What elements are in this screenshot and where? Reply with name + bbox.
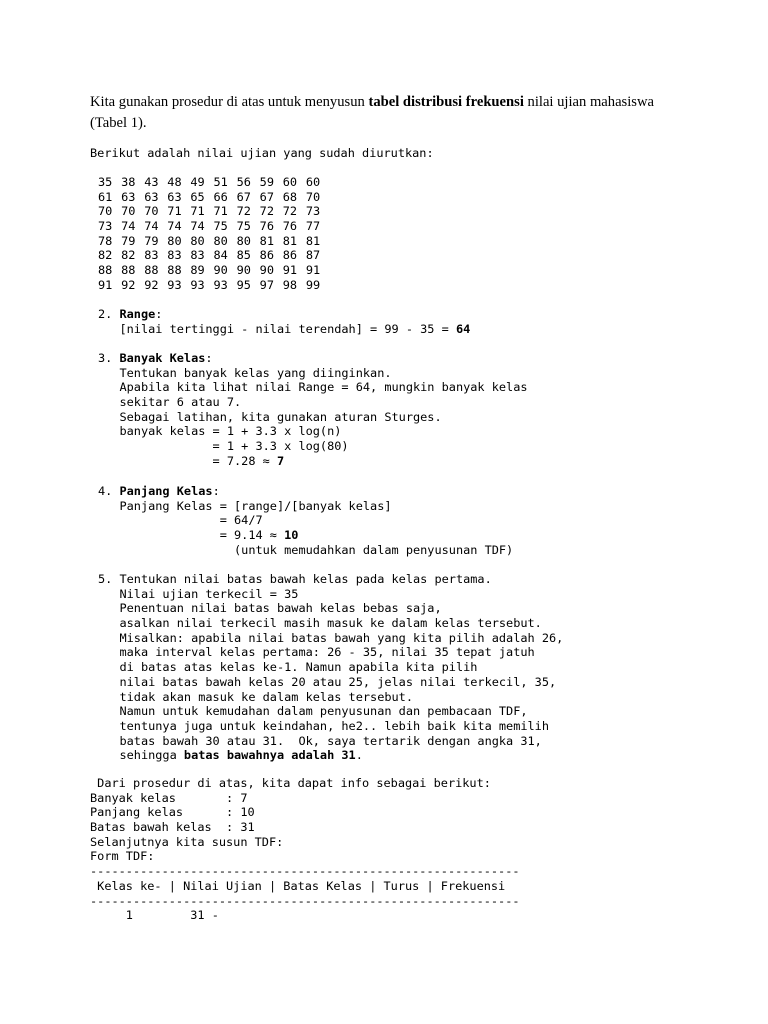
score-cell: 68	[282, 189, 298, 204]
score-cell: 90	[213, 263, 228, 278]
score-row	[98, 248, 329, 263]
panjang-kelas-result: 10	[284, 528, 299, 543]
banyak-kelas-title: Banyak Kelas	[119, 351, 206, 365]
score-cell: 80	[167, 233, 182, 248]
score-cell: 81	[305, 233, 321, 248]
score-cell: 79	[144, 233, 159, 248]
score-grid	[98, 175, 329, 293]
score-cell: 73	[305, 204, 321, 219]
score-cell: 90	[259, 263, 274, 278]
score-cell: 72	[282, 204, 298, 219]
range-formula: [nilai tertinggi - nilai terendah] = 99 - 35 =	[98, 321, 456, 336]
score-cell: 88	[144, 263, 159, 278]
summary-block: Dari prosedur di atas, kita dapat info sebagai berikut: Banyak kelas : 7 Panjang kelas : 10 Batas bawah kelas : 31 Selanjutnya kita susun TDF: Form TDF: ------------------------------------------------------------ Kelas ke- | Nilai Ujian | Batas Kelas | Turus | Frekuensi ------------------------------------------------------------ 1 31 -	[90, 776, 520, 923]
score-cell: 43	[144, 175, 159, 189]
score-cell: 63	[144, 189, 159, 204]
score-row	[98, 175, 329, 190]
intro-bold-term: tabel distribusi frekuensi	[368, 94, 524, 110]
score-cell: 76	[282, 219, 298, 234]
intro-text-end: nilai ujian mahasiswa (Tabel 1).	[90, 94, 654, 131]
score-cell: 70	[121, 204, 136, 219]
section-range: 2. Range: [nilai tertinggi - nilai terendah] = 99 - 35 = 64	[98, 307, 471, 336]
tdf-table-header: Kelas ke- | Nilai Ujian | Batas Kelas | Turus | Frekuensi	[90, 878, 506, 893]
score-cell: 63	[167, 189, 182, 204]
score-cell: 88	[167, 263, 182, 278]
score-cell: 72	[259, 204, 274, 219]
score-row	[98, 278, 329, 293]
section-batas-bawah: 5. Tentukan nilai batas bawah kelas pada kelas pertama. Nilai ujian terkecil = 35 Penentuan nilai batas bawah kelas bebas saja, asalkan nilai terkecil masih masuk ke dalam kelas tersebut. Misalkan: apabila nilai batas bawah yang kita pilih adalah 26, maka interval kelas pertama: 26 - 35, nilai 35 tepat jatuh di batas atas kelas ke-1. Namun apabila kita pilih nilai batas bawah kelas 20 atau 25, jelas nilai terkecil, 35, tidak akan masuk ke dalam kelas tersebut. Namun untuk kemudahan dalam penyusunan dan pembacaan TDF, tentunya juga untuk keindahan, he2.. lebih baik kita memilih batas bawah 30 atau 31. Ok, saya tertarik dengan angka 31, sehingga batas bawahnya adalah 31.	[98, 572, 564, 763]
score-cell: 65	[190, 189, 205, 204]
score-cell: 88	[98, 263, 113, 278]
score-cell: 80	[236, 233, 251, 248]
score-cell: 99	[305, 277, 321, 292]
score-cell: 97	[259, 277, 274, 292]
score-cell: 91	[98, 277, 113, 292]
score-cell: 77	[305, 219, 321, 234]
score-cell: 93	[190, 277, 205, 292]
score-cell: 76	[259, 219, 274, 234]
score-cell: 80	[190, 233, 205, 248]
summary-panjang-kelas: Panjang kelas : 10	[90, 805, 255, 820]
score-cell: 75	[236, 219, 251, 234]
score-cell: 72	[236, 204, 251, 219]
score-cell: 93	[167, 277, 182, 292]
score-cell: 74	[121, 219, 136, 234]
score-cell: 87	[305, 248, 321, 263]
score-cell: 85	[236, 248, 251, 263]
score-cell: 61	[98, 189, 113, 204]
score-cell: 51	[213, 175, 228, 189]
score-cell: 78	[98, 233, 113, 248]
score-cell: 59	[259, 175, 274, 189]
intro-paragraph	[90, 92, 690, 134]
table-rule-top: ------------------------------------------------------------	[90, 864, 520, 879]
score-cell: 83	[167, 248, 182, 263]
score-cell: 92	[121, 277, 136, 292]
sorted-scores-heading: Berikut adalah nilai ujian yang sudah diurutkan:	[90, 146, 434, 160]
score-cell: 70	[144, 204, 159, 219]
score-cell: 38	[121, 175, 136, 189]
score-cell: 67	[259, 189, 274, 204]
score-cell: 91	[282, 263, 298, 278]
score-cell: 80	[213, 233, 228, 248]
score-cell: 70	[305, 189, 321, 204]
score-cell: 63	[121, 189, 136, 204]
batas-bawah-conclusion: batas bawahnya adalah 31	[183, 748, 356, 763]
score-cell: 79	[121, 233, 136, 248]
range-result: 64	[455, 321, 471, 336]
tdf-table-row: 1 31 -	[90, 908, 219, 923]
score-row	[98, 204, 329, 219]
score-cell: 71	[213, 204, 228, 219]
score-row	[98, 234, 329, 249]
score-cell: 83	[144, 248, 159, 263]
score-cell: 90	[236, 263, 251, 278]
score-cell: 35	[98, 175, 113, 189]
score-cell: 74	[144, 219, 159, 234]
score-cell: 74	[167, 219, 182, 234]
score-cell: 60	[305, 175, 321, 189]
score-cell: 73	[98, 219, 113, 234]
summary-banyak-kelas: Banyak kelas : 7	[90, 790, 248, 805]
score-cell: 74	[190, 219, 205, 234]
score-cell: 98	[282, 277, 298, 292]
score-cell: 66	[213, 189, 228, 204]
score-cell: 82	[121, 248, 136, 263]
score-cell: 92	[144, 277, 159, 292]
score-cell: 86	[282, 248, 298, 263]
table-rule-bottom: ------------------------------------------------------------	[90, 893, 520, 908]
score-cell: 56	[236, 175, 251, 189]
intro-text: Kita gunakan prosedur di atas untuk menyusun	[90, 94, 369, 110]
score-cell: 48	[167, 175, 182, 189]
score-cell: 71	[190, 204, 205, 219]
score-cell: 95	[236, 277, 251, 292]
score-cell: 84	[213, 248, 228, 263]
score-cell: 93	[213, 277, 228, 292]
score-cell: 81	[259, 233, 274, 248]
score-cell: 81	[282, 233, 298, 248]
score-row	[98, 219, 329, 234]
panjang-kelas-title: Panjang Kelas	[119, 484, 213, 498]
score-cell: 75	[213, 219, 228, 234]
score-cell: 86	[259, 248, 274, 263]
score-cell: 91	[305, 263, 321, 278]
score-cell: 83	[190, 248, 205, 263]
score-cell: 82	[98, 248, 113, 263]
score-cell: 60	[282, 175, 298, 189]
score-cell: 71	[167, 204, 182, 219]
score-cell: 70	[98, 204, 113, 219]
score-cell: 88	[121, 263, 136, 278]
section-panjang-kelas: 4. Panjang Kelas: Panjang Kelas = [range]/[banyak kelas] = 64/7 = 9.14 ≈ 10 (untuk memudahkan dalam penyusunan TDF)	[98, 484, 514, 557]
banyak-kelas-result: 7	[276, 453, 285, 468]
score-row	[98, 190, 329, 205]
summary-batas-bawah: Batas bawah kelas : 31	[90, 820, 255, 835]
score-cell: 49	[190, 175, 205, 189]
score-cell: 89	[190, 263, 205, 278]
range-title: Range	[119, 307, 156, 321]
score-cell: 67	[236, 189, 251, 204]
form-tdf-label: Form TDF:	[90, 849, 155, 864]
section-banyak-kelas: 3. Banyak Kelas: Tentukan banyak kelas yang diinginkan. Apabila kita lihat nilai Range = 64, mungkin banyak kelas sekitar 6 atau 7. Sebagai latihan, kita gunakan aturan Sturges. banyak kelas = 1 + 3.3 x log(n) = 1 + 3.3 x log(80) = 7.28 ≈ 7	[98, 351, 528, 468]
score-row	[98, 263, 329, 278]
